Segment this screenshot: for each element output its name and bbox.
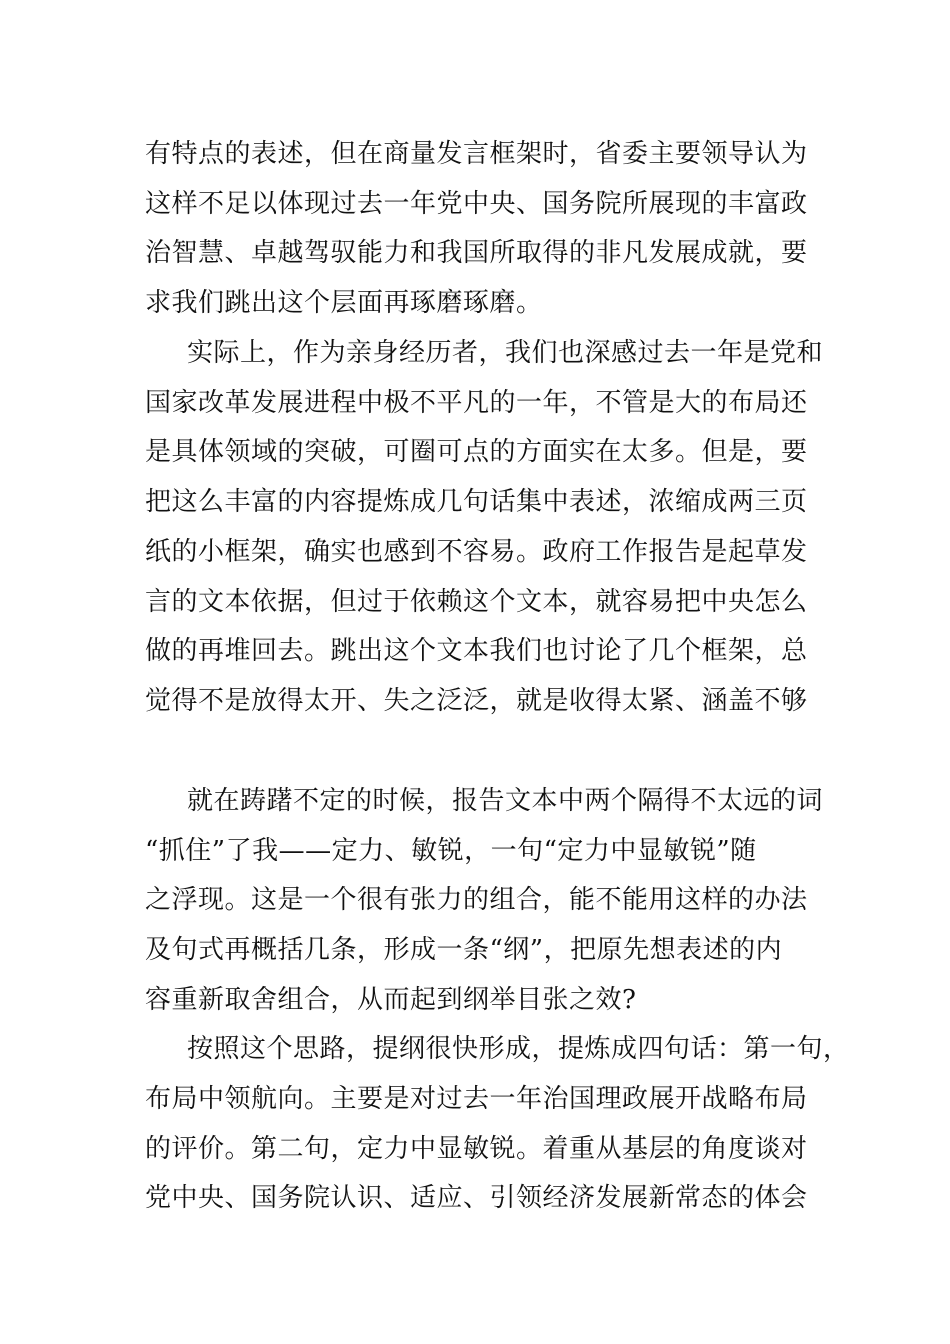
paragraph-2-line-2: 国家改革发展进程中极不平凡的一年，不管是大的布局还	[145, 388, 808, 418]
paragraph-2-line-5: 纸的小框架，确实也感到不容易。政府工作报告是起草发	[145, 537, 808, 567]
paragraph-1-line-4: 求我们跳出这个层面再琢磨琢磨。	[145, 288, 543, 318]
paragraph-3-line-4: 及句式再概括几条，形成一条“纲”，把原先想表述的内	[145, 935, 783, 965]
paragraph-4-line-3: 的评价。第二句，定力中显敏锐。着重从基层的角度谈对	[145, 1134, 808, 1164]
paragraph-4-line-4: 党中央、国务院认识、适应、引领经济发展新常态的体会	[145, 1183, 808, 1213]
paragraph-1-line-2: 这样不足以体现过去一年党中央、国务院所展现的丰富政	[145, 189, 808, 219]
paragraph-1-line-3: 治智慧、卓越驾驭能力和我国所取得的非凡发展成就，要	[145, 238, 808, 268]
paragraph-2-line-1: 实际上，作为亲身经历者，我们也深感过去一年是党和	[187, 338, 824, 368]
paragraph-4-line-2: 布局中领航向。主要是对过去一年治国理政展开战略布局	[145, 1084, 808, 1114]
paragraph-2-line-3: 是具体领域的突破，可圈可点的方面实在太多。但是，要	[145, 437, 808, 467]
paragraph-3-line-3: 之浮现。这是一个很有张力的组合，能不能用这样的办法	[145, 885, 808, 915]
paragraph-3-line-5: 容重新取舍组合，从而起到纲举目张之效?	[145, 985, 637, 1015]
paragraph-4-line-1: 按照这个思路，提纲很快形成，提炼成四句话：第一句，	[187, 1034, 850, 1064]
paragraph-1-line-1: 有特点的表述，但在商量发言框架时，省委主要领导认为	[145, 139, 808, 169]
paragraph-2-line-8: 觉得不是放得太开、失之泛泛，就是收得太紧、涵盖不够	[145, 686, 808, 716]
paragraph-2-line-7: 做的再堆回去。跳出这个文本我们也讨论了几个框架，总	[145, 636, 808, 666]
paragraph-3-line-1: 就在踌躇不定的时候，报告文本中两个隔得不太远的词	[187, 786, 824, 816]
paragraph-2-line-4: 把这么丰富的内容提炼成几句话集中表述，浓缩成两三页	[145, 487, 808, 517]
paragraph-2-line-6: 言的文本依据，但过于依赖这个文本，就容易把中央怎么	[145, 587, 808, 617]
paragraph-3-line-2: “抓住”了我——定力、敏锐，一句“定力中显敏锐”随	[145, 836, 757, 866]
